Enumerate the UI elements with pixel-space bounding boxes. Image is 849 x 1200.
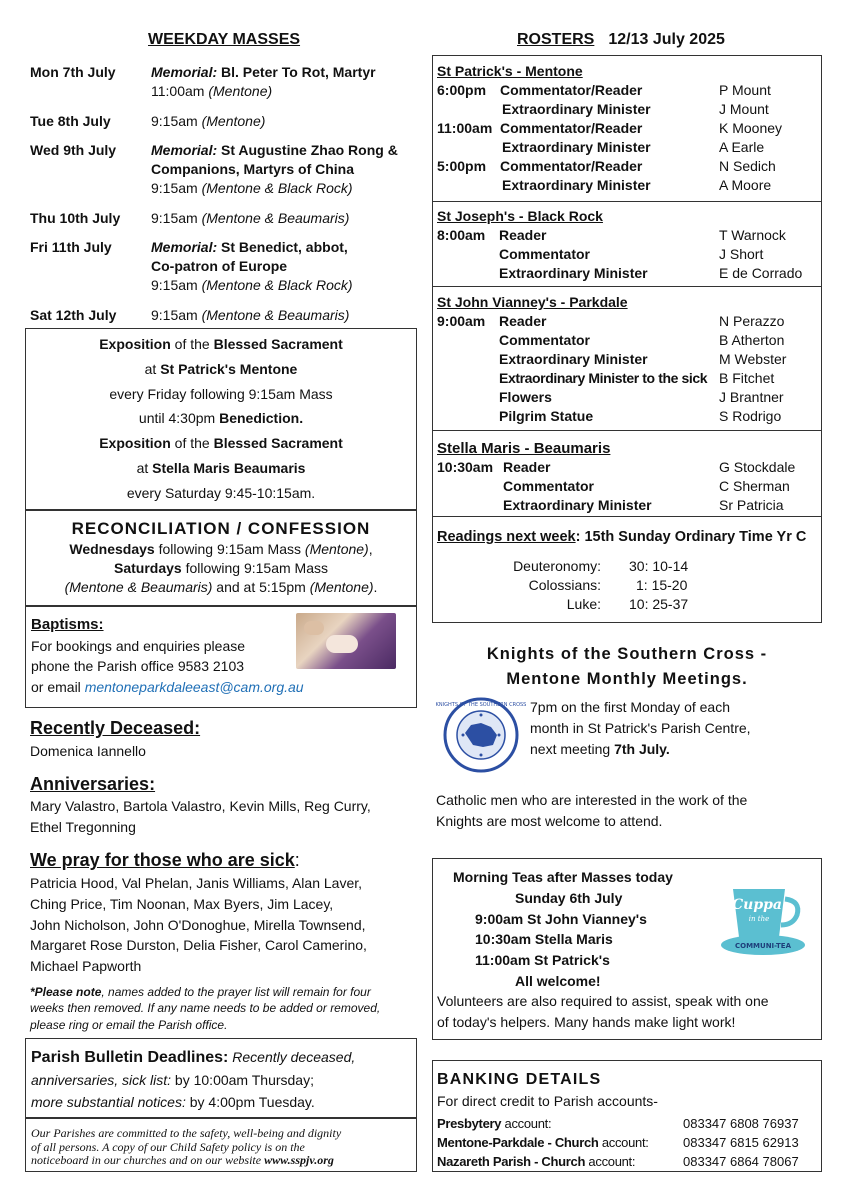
baptism-photo: [296, 613, 396, 669]
roster-stjohn: [432, 286, 822, 431]
deceased-section: [30, 716, 200, 761]
volunteers-note: Volunteers are also required to assist, speak with one of today's helpers. Many hands make light work!: [437, 993, 769, 1030]
mass-day: Wed 9th July: [30, 142, 117, 158]
hand-shape: [304, 621, 324, 635]
baptisms-line: or email mentoneparkdaleeast@cam.org.au: [31, 678, 304, 695]
roster-row: Extraordinary Minister to the sick B Fitchet: [499, 370, 775, 386]
mass-time: 9:15am (Mentone & Beaumaris): [151, 307, 350, 323]
roster-row: Extraordinary Minister M Webster: [499, 351, 787, 367]
roster-row: Extraordinary Minister E de Corrado: [499, 265, 803, 281]
roster-row: Extraordinary Minister Sr Patricia: [503, 497, 784, 513]
roster-row: Extraordinary Minister A Earle: [502, 139, 765, 155]
baptisms-box: [25, 606, 417, 708]
reconciliation-line: Saturdays following 9:15am Mass: [114, 560, 328, 576]
morning-teas-box: [432, 858, 822, 1040]
anniversaries-line: Ethel Tregonning: [30, 819, 136, 835]
baptisms-title: Baptisms:: [31, 616, 104, 633]
exposition-box: [25, 328, 417, 510]
mass-day: Mon 7th July: [30, 64, 116, 80]
roster-row: 5:00pm Commentator/Reader N Sedich: [437, 158, 776, 174]
reconciliation-line: Wednesdays following 9:15am Mass (Mentone),: [69, 541, 373, 557]
roster-stjoseph: [432, 201, 822, 287]
reading-ref: 1: 15-20: [636, 577, 688, 593]
website-link[interactable]: www.sspjv.org: [264, 1153, 334, 1167]
sick-line: Ching Price, Tim Noonan, Max Byers, Jim Lacey,: [30, 895, 334, 912]
bank-row: Presbytery account: 083347 6808 76937: [437, 1116, 799, 1131]
readings-box: [432, 516, 822, 623]
roster-row: 11:00am Commentator/Reader K Mooney: [437, 120, 783, 136]
bank-row: Nazareth Parish - Church account: 083347 6864 78067: [437, 1154, 799, 1169]
mass-day: Fri 11th July: [30, 239, 112, 255]
roster-row: 8:00am Reader T Warnock: [437, 227, 786, 243]
deadlines-line: Parish Bulletin Deadlines: Recently deceased,: [31, 1049, 356, 1066]
banking-title: BANKING DETAILS: [437, 1071, 602, 1088]
anniversaries-title: Anniversaries:: [30, 774, 156, 794]
reading-book: Deuteronomy:: [513, 558, 601, 574]
mass-time: 9:15am (Mentone): [151, 113, 266, 129]
mass-day: Tue 8th July: [30, 113, 111, 129]
knights-invite: Catholic men who are interested in the work of the Knights are most welcome to attend.: [436, 792, 748, 829]
exposition-line: until 4:30pm Benediction.: [138, 410, 304, 427]
cuppa-logo-word: Cuppa: [732, 897, 782, 913]
roster-row: 9:00am Reader N Perazzo: [437, 313, 785, 329]
reading-ref: 10: 25-37: [629, 596, 689, 612]
roster-title: Stella Maris - Beaumaris: [437, 440, 611, 457]
banking-box: [432, 1060, 822, 1172]
roster-row: Extraordinary Minister A Moore: [502, 177, 772, 193]
reading-book: Colossians:: [528, 577, 601, 593]
roster-stpatricks: [432, 55, 822, 202]
baptisms-line: For bookings and enquiries please: [31, 637, 246, 654]
knights-logo-text: KNIGHTS OF THE SOUTHERN CROSS: [435, 702, 527, 708]
reading-ref: 30: 10-14: [629, 558, 689, 574]
roster-title: St John Vianney's - Parkdale: [437, 294, 628, 310]
baby-shape: [326, 635, 358, 653]
exposition-line: every Saturday 9:45-10:15am.: [126, 484, 316, 501]
mass-desc: Memorial: Bl. Peter To Rot, Martyr: [151, 64, 376, 80]
mass-desc: Memorial: St Benedict, abbot,: [151, 239, 348, 255]
banking-intro: For direct credit to Parish accounts-: [437, 1093, 658, 1109]
mass-time: 11:00am (Mentone): [151, 83, 273, 99]
mass-desc: Companions, Martyrs of China: [151, 161, 355, 177]
cuppa-logo-communitea: COMMUNI-TEA: [734, 942, 792, 950]
rosters-header: ROSTERS 12/13 July 2025: [517, 31, 725, 48]
exposition-line: every Friday following 9:15am Mass: [109, 385, 333, 402]
mass-day: Sat 12th July: [30, 307, 117, 323]
roster-title: St Patrick's - Mentone: [437, 63, 583, 79]
roster-row: Flowers J Brantner: [499, 389, 784, 405]
mass-time: 9:15am (Mentone & Black Rock): [151, 180, 353, 196]
cuppa-logo: [715, 881, 811, 959]
roster-stella: [432, 430, 822, 517]
roster-row: 10:30am Reader G Stockdale: [437, 459, 796, 475]
exposition-line: Exposition of the Blessed Sacrament: [99, 336, 343, 352]
weekday-masses-title: WEEKDAY MASSES: [148, 31, 301, 48]
sick-section: [30, 848, 380, 1033]
reconciliation-title: RECONCILIATION / CONFESSION: [71, 519, 371, 538]
deceased-title: Recently Deceased:: [30, 718, 201, 738]
anniversaries-line: Mary Valastro, Bartola Valastro, Kevin Mills, Reg Curry,: [30, 798, 371, 814]
mass-day: Thu 10th July: [30, 210, 121, 226]
email-link[interactable]: mentoneparkdaleeast@cam.org.au: [84, 678, 304, 695]
deadlines-box: [25, 1038, 417, 1118]
safety-line: Our Parishes are committed to the safety, well-being and dignity: [31, 1126, 342, 1140]
bank-row: Mentone-Parkdale - Church account: 083347 6815 62913: [437, 1135, 799, 1150]
deceased-names: Domenica Iannello: [30, 743, 146, 759]
mass-time: 9:15am (Mentone & Black Rock): [151, 277, 353, 293]
reconciliation-box: [25, 510, 417, 606]
roster-row: Commentator B Atherton: [499, 332, 785, 348]
roster-row: 6:00pm Commentator/Reader P Mount: [437, 82, 771, 98]
reconciliation-line: (Mentone & Beaumaris) and at 5:15pm (Mentone).: [64, 579, 378, 595]
morning-teas-list: Morning Teas after Masses today Sunday 6th July 9:00am St John Vianney's 10:30am Stella Maris 11:00am St Patrick's All welcome!: [453, 869, 673, 989]
roster-title: St Joseph's - Black Rock: [437, 208, 603, 224]
roster-row: Extraordinary Minister J Mount: [502, 101, 769, 117]
exposition-line: at St Patrick's Mentone: [144, 360, 298, 377]
safety-box: [25, 1118, 417, 1172]
reading-book: Luke:: [566, 596, 601, 612]
baptisms-line: phone the Parish office 9583 2103: [31, 658, 245, 674]
exposition-line: at Stella Maris Beaumaris: [136, 459, 306, 476]
roster-row: Pilgrim Statue S Rodrigo: [499, 408, 782, 424]
sick-note: *Please note, names added to the prayer list will remain for four weeks then removed. If any name needs to be added or removed, please ring or email the Parish office.: [30, 984, 381, 1032]
knights-title: Knights of the Southern Cross - Mentone Monthly Meetings.: [486, 645, 768, 688]
sick-line: Patricia Hood, Val Phelan, Janis Williams, Alan Laver,: [30, 875, 363, 891]
knights-logo: [435, 697, 527, 773]
sick-title: We pray for those who are sick:: [30, 850, 300, 870]
anniversaries-section: [30, 772, 371, 838]
mass-desc: Co-patron of Europe: [151, 258, 288, 274]
safety-line: noticeboard in our churches and on our website www.sspjv.org: [31, 1153, 334, 1167]
sick-line: Margaret Rose Durston, Delia Fisher, Carol Camerino,: [30, 937, 367, 954]
sick-line: Michael Papworth: [30, 958, 142, 975]
mass-time: 9:15am (Mentone & Beaumaris): [151, 210, 350, 226]
knights-meeting: 7pm on the first Monday of each month in St Patrick's Parish Centre, next meeting 7th July.: [530, 699, 751, 757]
safety-line: of all persons. A copy of our Child Safety policy is on the: [31, 1139, 305, 1154]
roster-row: Commentator J Short: [499, 246, 764, 262]
deadlines-line: more substantial notices: by 4:00pm Tuesday.: [31, 1094, 315, 1110]
deadlines-line: anniversaries, sick list: by 10:00am Thursday;: [31, 1072, 314, 1088]
readings-title: Readings next week: 15th Sunday Ordinary Time Yr C: [437, 529, 807, 545]
sick-line: John Nicholson, John O'Donoghue, Mirella Townsend,: [30, 916, 366, 933]
roster-row: Commentator C Sherman: [503, 478, 790, 494]
mass-desc: Memorial: St Augustine Zhao Rong &: [151, 142, 398, 158]
cuppa-logo-in-the: in the: [748, 915, 770, 923]
exposition-line: Exposition of the Blessed Sacrament: [99, 435, 343, 452]
